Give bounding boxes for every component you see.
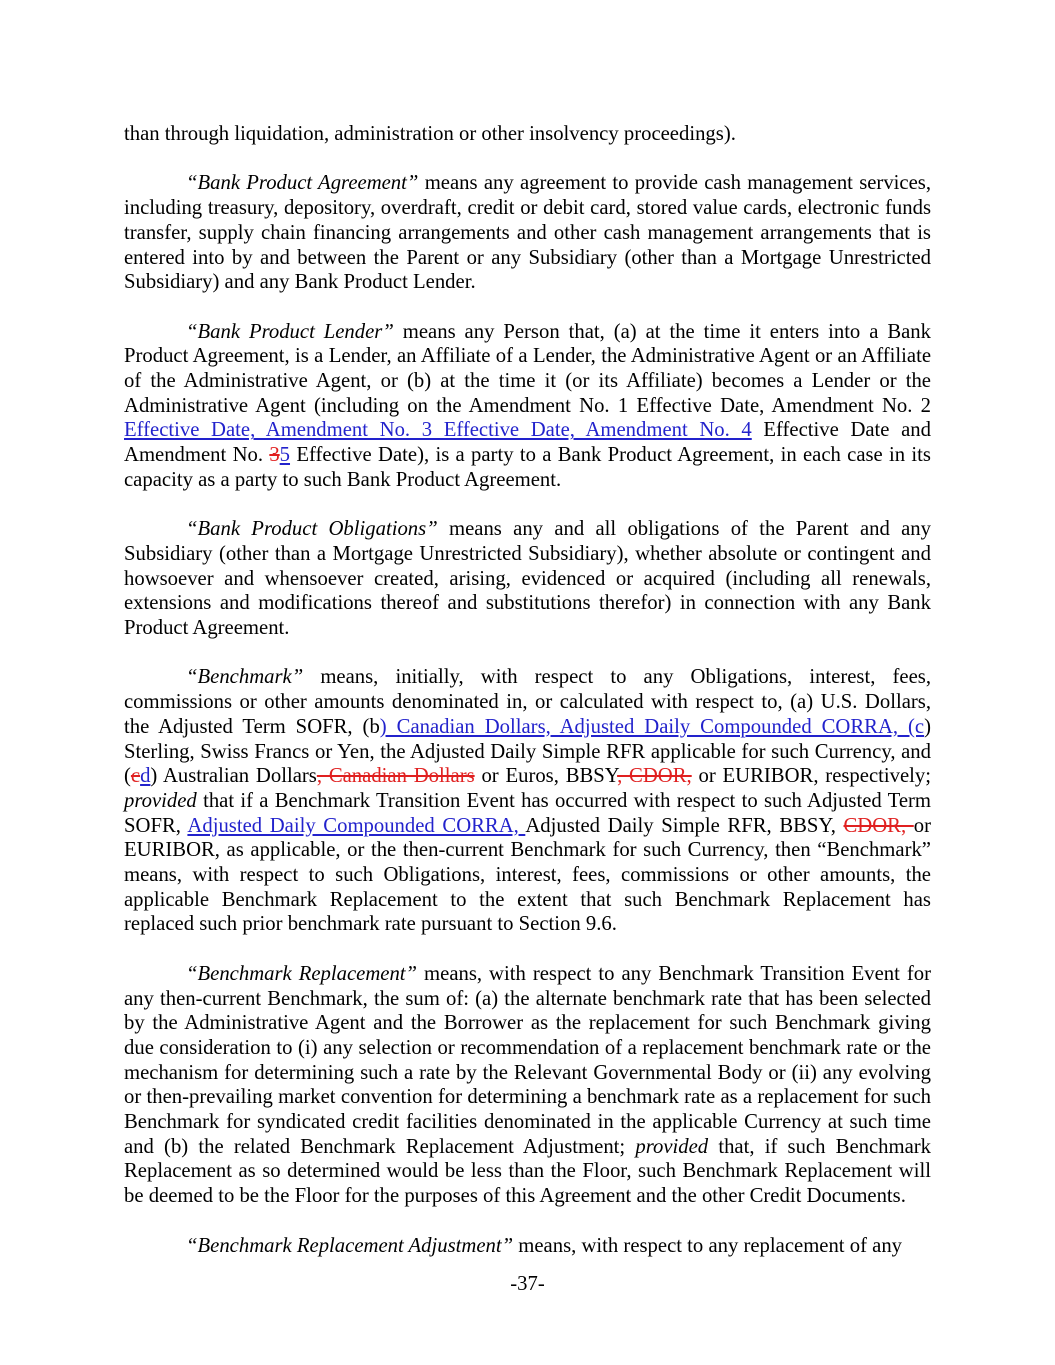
body-text: means any agreement to provide cash management services, including treasury, depository, overdraft, credit or debit card, stored value cards, electronic funds transfer, supply chain financing arrangements and other cash management arrangements that is entered into by and between the Parent or any Subsidiary (other than a Mortgage Unrestricted Subsidiary) and any Bank Product Lender. [124,172,931,294]
paragraph [124,962,931,1209]
paragraph [124,122,931,147]
document-body [124,122,931,1283]
body-text: ) Australian Dollars [150,765,317,788]
body-text: means any Person that, (a) at the time it enters into a Bank Product Agreement, is a Lender, an Affiliate of a Lender, the Administrative Agent or an Affiliate of the Administrative Agent, or (b) at the time it (or its Affiliate) becomes a Lender or the Administrative Agent (including on the Amendment No. 1 Effective Date, Amendment No. 2 [124,320,931,417]
paragraph [124,665,931,937]
body-text: means, with respect to any replacement of any [513,1234,903,1257]
deleted-text: 3 [269,444,280,467]
body-text: Adjusted Daily Simple RFR, BBSY, [525,814,844,837]
inserted-text: Adjusted Daily Compounded CORRA, [187,814,526,837]
page-number: -37- [510,1273,545,1295]
body-text: ) Sterling, Swiss Francs or Yen, the Adjusted Daily Simple RFR applicable for such Currency, and ( [124,715,931,788]
body-text: means any and all obligations of the Parent and any Subsidiary (other than a Mortgage Unrestricted Subsidiary), whether absolute or contingent and howsoever and whensoever created, arising, evidenced or acquired (including all renewals, extensions and modifications thereof and substitutions therefor) in connection with any Bank Product Agreement. [124,518,931,640]
deleted-text: CDOR, [843,814,914,837]
defined-term: “Benchmark” [186,666,304,689]
paragraph [124,171,931,295]
inserted-text: Effective Date, Amendment No. 3 Effective Date, Amendment No. 4 [124,419,752,442]
body-text: or Euros, BBSY [474,765,618,788]
paragraph [124,1234,931,1259]
body-text: means, with respect to any Benchmark Transition Event for any then-current Benchmark, the sum of: (a) the alternate benchmark rate that has been selected by the Administrative Agent and the Borrower as the replacement for such Benchmark giving due consideration to (i) any selection or recommendation of a replacement benchmark rate or the mechanism for determining such a rate by the Relevant Governmental Body or (ii) any evolving or then-prevailing market convention for determining a benchmark rate as a replacement for such Benchmark for syndicated credit facilities denominated in the applicable Currency at such time and (b) the related Benchmark Replacement Adjustment; [124,962,931,1158]
deleted-text: c [130,765,141,788]
body-text: Effective Date), is a party to a Bank Product Agreement, in each case in its capacity as a party to such Bank Product Agreement. [124,444,931,491]
defined-term: “Benchmark Replacement Adjustment” [186,1234,514,1257]
body-text: that, if such Benchmark Replacement as so determined would be less than the Floor, such Benchmark Replacement will be deemed to be the Floor for the purposes of this Agreement and the other Credit Documents. [124,1135,932,1208]
deleted-text: , CDOR, [617,765,692,788]
defined-term: “Bank Product Obligations” [186,518,438,541]
defined-term: “Bank Product Agreement” [186,172,419,195]
body-text: or EURIBOR, as applicable, or the then-current Benchmark for such Currency, then “Benchmark” means, with respect to such Obligations, interest, fees, commissions or other amounts, the applicable Benchmark Replacement to the extent that such Benchmark Replacement has replaced such prior benchmark rate pursuant to Section 9.6. [124,814,931,936]
body-text: that if a Benchmark Transition Event has occurred with respect to such Adjusted Term SOFR, [124,789,931,837]
defined-term: provided [124,789,197,812]
deleted-text: , Canadian Dollars [316,765,475,788]
defined-term: “Benchmark Replacement” [186,962,418,985]
body-text: Effective Date and Amendment No. [124,419,931,467]
paragraph [124,517,931,641]
body-text: means, initially, with respect to any Obligations, interest, fees, commissions or other amounts denominated in, or calculated with respect to, (a) U.S. Dollars, the Adjusted Term SOFR, (b [124,666,931,738]
defined-term: provided [635,1135,709,1158]
defined-term: “Bank Product Lender” [186,320,394,343]
inserted-text: ) Canadian Dollars, Adjusted Daily Compounded CORRA, (c [379,715,925,738]
paragraph [124,320,931,493]
inserted-text: d [140,765,151,788]
inserted-text: 5 [279,444,291,467]
body-text: or EURIBOR, respectively; [691,765,931,788]
body-text: than through liquidation, administration or other insolvency proceedings). [124,123,736,145]
